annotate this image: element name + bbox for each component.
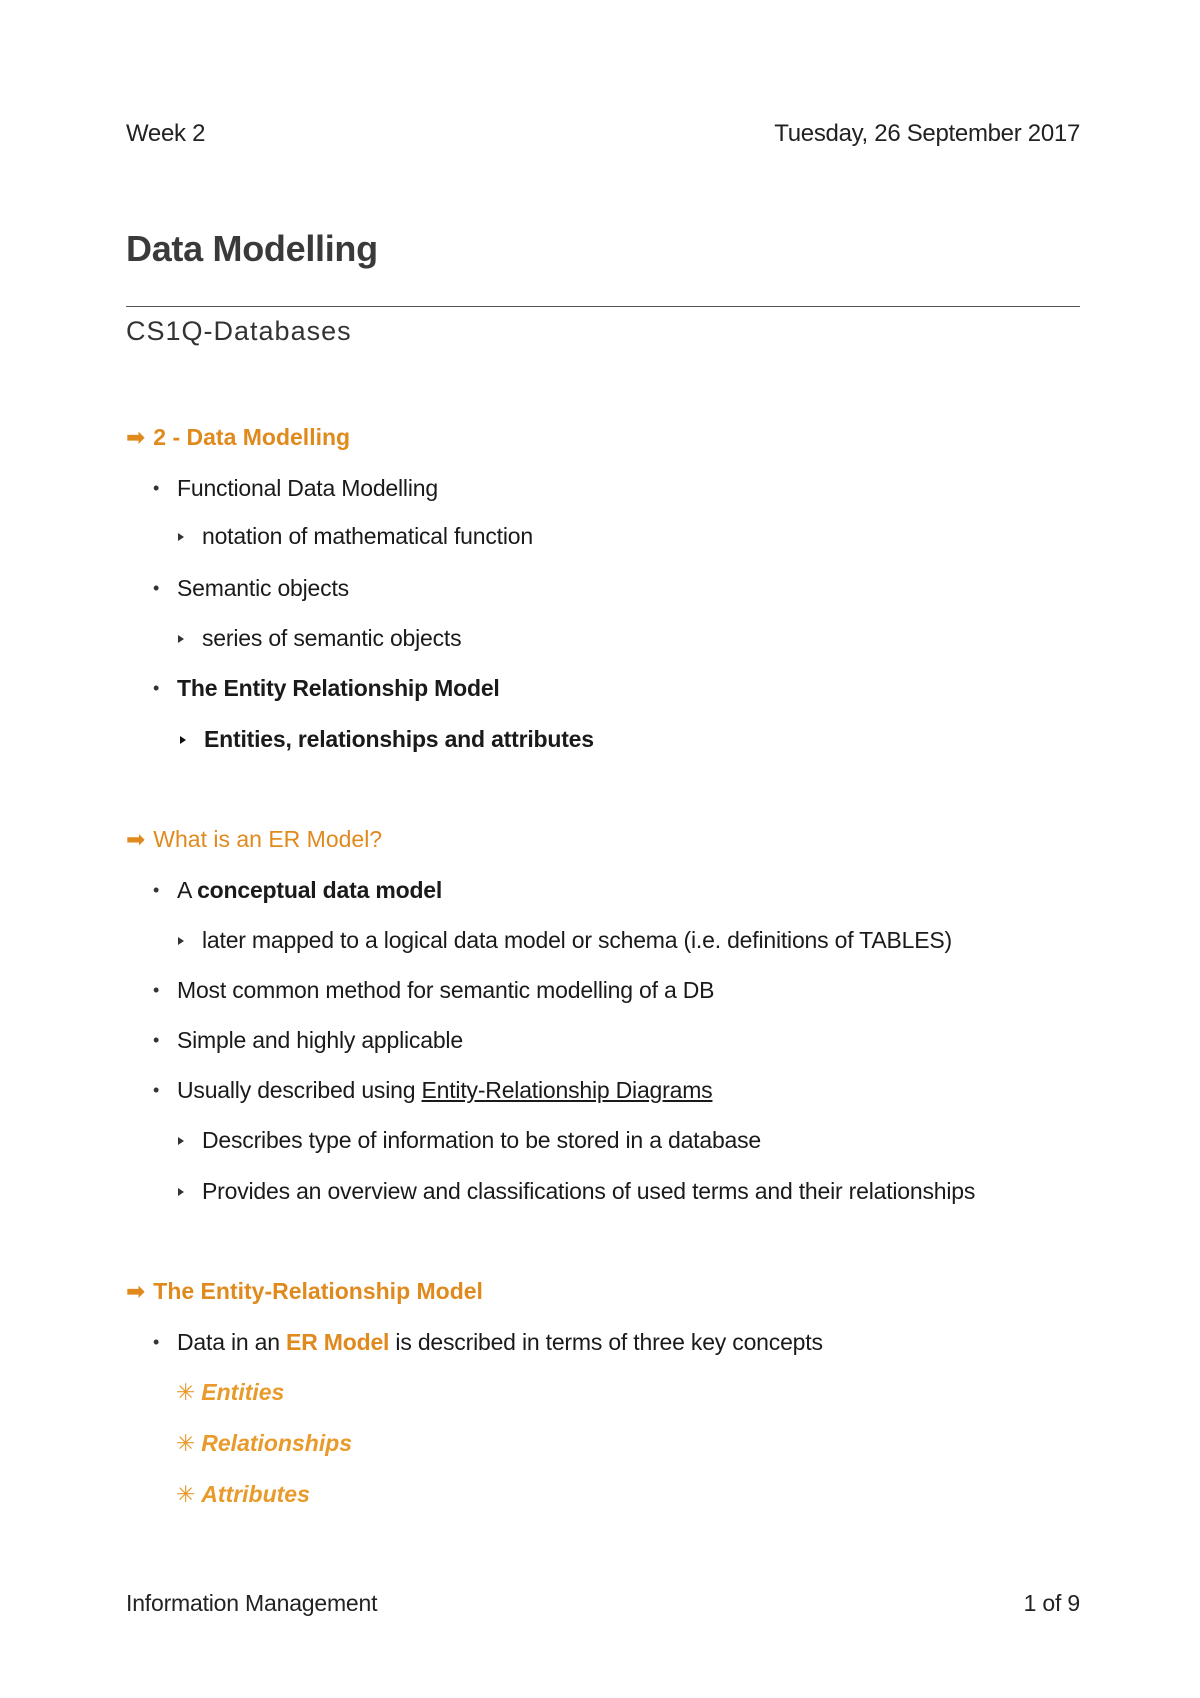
- page-title: Data Modelling: [126, 228, 378, 269]
- item-suffix: is described in terms of three key concepts: [389, 1329, 823, 1355]
- header-week: Week 2: [126, 120, 206, 147]
- bullet-icon: •: [153, 1080, 160, 1100]
- list-item: Simple and highly applicable: [177, 1027, 463, 1053]
- concept-item: [176, 1379, 284, 1406]
- sub-list-item: later mapped to a logical data model or schema (i.e. definitions of TABLES): [202, 927, 952, 953]
- item-highlight: ER Model: [286, 1329, 390, 1355]
- section-heading-er-model: [126, 1278, 483, 1305]
- bullet-icon: •: [153, 1030, 160, 1050]
- list-item: Functional Data Modelling: [177, 475, 438, 501]
- title-divider: [126, 306, 1080, 307]
- sub-list-item-bold: Entities, relationships and attributes: [204, 726, 594, 752]
- arrow-right-icon: ➡: [126, 424, 146, 450]
- section-heading-data-modelling: [126, 424, 350, 451]
- item-bold-term: conceptual data model: [197, 877, 443, 903]
- asterisk-icon: ✳: [176, 1481, 196, 1507]
- list-item: [177, 1077, 712, 1104]
- triangle-bullet-icon: [178, 1188, 184, 1196]
- triangle-bullet-icon: [180, 736, 186, 744]
- sub-list-item: series of semantic objects: [202, 625, 462, 651]
- item-prefix: Usually described using: [177, 1077, 422, 1103]
- page-subtitle: CS1Q-Databases: [126, 316, 352, 346]
- triangle-bullet-icon: [178, 937, 184, 945]
- list-item: Semantic objects: [177, 575, 349, 601]
- sub-list-item: notation of mathematical function: [202, 523, 533, 549]
- bullet-icon: •: [153, 578, 160, 598]
- list-item: [177, 1329, 823, 1356]
- bullet-icon: •: [153, 678, 160, 698]
- header-date: Tuesday, 26 September 2017: [774, 120, 1080, 147]
- section-heading-label: 2 - Data Modelling: [153, 424, 351, 450]
- asterisk-icon: ✳: [176, 1430, 196, 1456]
- concept-item: [176, 1430, 352, 1457]
- er-diagrams-link[interactable]: Entity-Relationship Diagrams: [421, 1077, 713, 1103]
- concept-label: Attributes: [201, 1481, 310, 1507]
- concept-label: Relationships: [201, 1430, 353, 1456]
- triangle-bullet-icon: [178, 533, 184, 541]
- item-prefix: A: [177, 877, 198, 903]
- triangle-bullet-icon: [178, 1137, 184, 1145]
- bullet-icon: •: [153, 980, 160, 1000]
- asterisk-icon: ✳: [176, 1379, 196, 1405]
- arrow-right-icon: ➡: [126, 1278, 146, 1304]
- item-prefix: Data in an: [177, 1329, 287, 1355]
- list-item: [177, 877, 442, 904]
- bullet-icon: •: [153, 880, 160, 900]
- section-heading-label: What is an ER Model?: [153, 826, 383, 852]
- triangle-bullet-icon: [178, 635, 184, 643]
- section-heading-label: The Entity-Relationship Model: [153, 1278, 483, 1304]
- concept-label: Entities: [201, 1379, 285, 1405]
- sub-list-item: Provides an overview and classifications of used terms and their relationships: [202, 1178, 976, 1204]
- bullet-icon: •: [153, 478, 160, 498]
- arrow-right-icon: ➡: [126, 826, 146, 852]
- page-number: 1 of 9: [1023, 1590, 1080, 1616]
- concept-item: [176, 1481, 310, 1508]
- sub-list-item: Describes type of information to be stored in a database: [202, 1127, 762, 1153]
- footer-course: Information Management: [126, 1590, 378, 1616]
- bullet-icon: •: [153, 1332, 160, 1352]
- section-heading-what-is-er: [126, 826, 382, 853]
- list-item: Most common method for semantic modelling of a DB: [177, 977, 715, 1003]
- list-item-bold: The Entity Relationship Model: [177, 675, 500, 701]
